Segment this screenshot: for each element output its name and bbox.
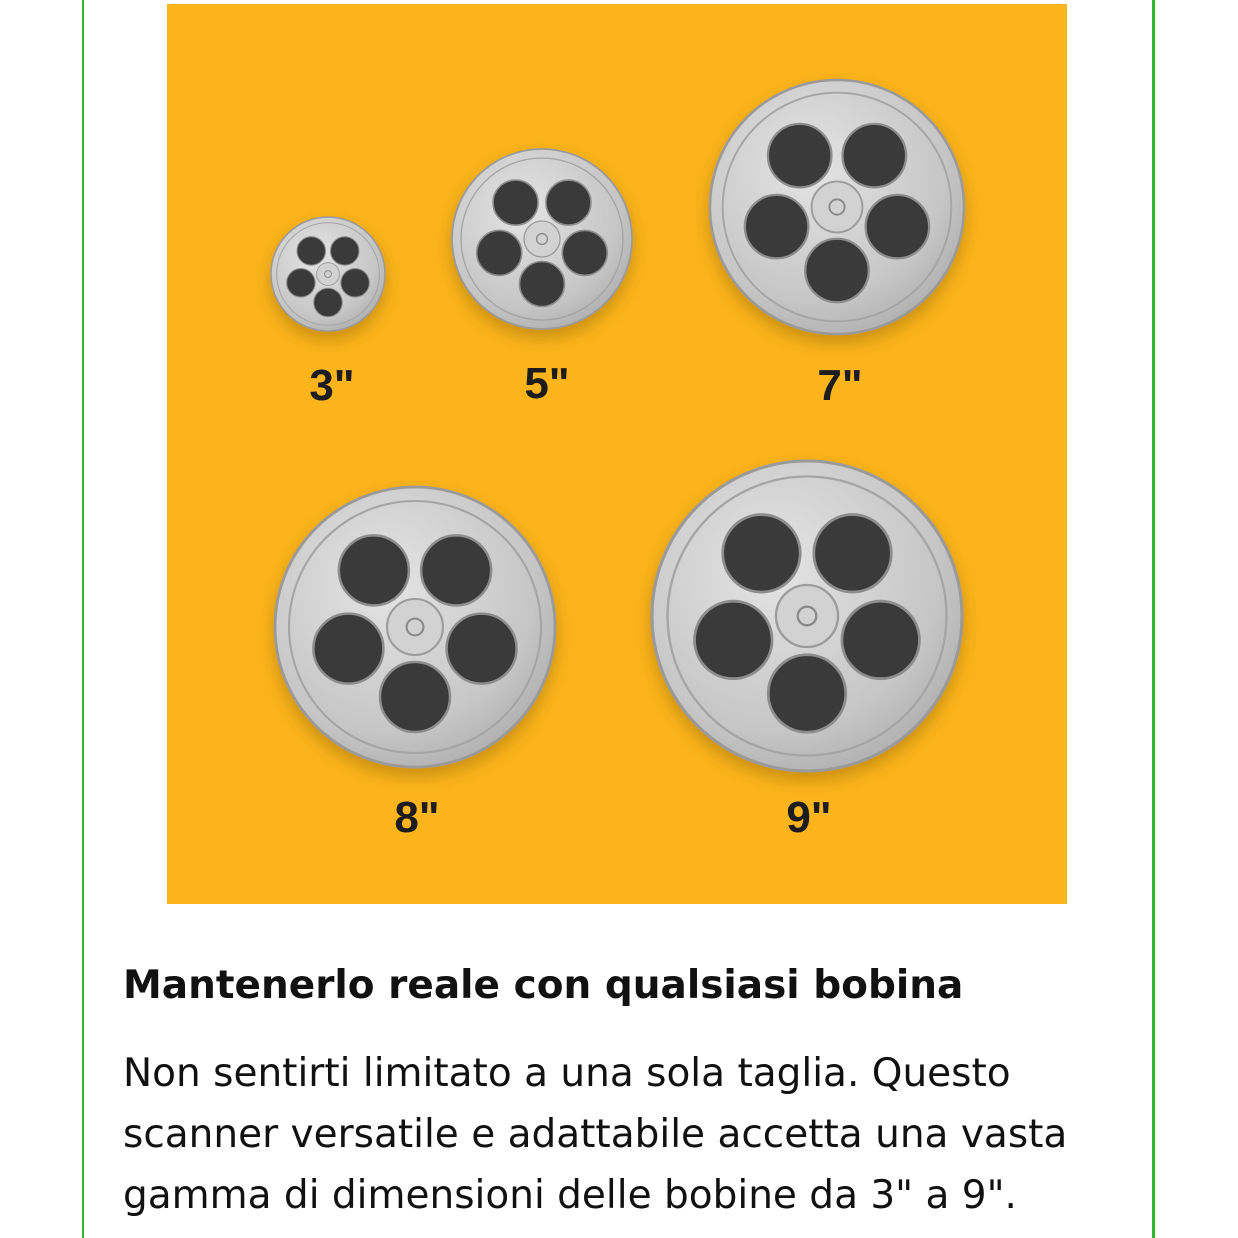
reel-hole [768, 655, 846, 733]
reel-size-label: 9" [786, 793, 832, 842]
reel-size-label: 5" [524, 359, 570, 408]
left-border-line [82, 0, 84, 1238]
reel-hole [814, 515, 892, 593]
reel-hole [843, 124, 907, 188]
reel-3-inch [271, 217, 385, 331]
reel-hole [562, 230, 607, 275]
reel-hub [776, 585, 838, 647]
reel-hole [723, 515, 801, 593]
feature-description: Non sentirti limitato a una sola taglia. Questo scanner versatile e adattabile accetta una vasta gamma di dimensioni delle bobine da 3" a 9". [123, 1051, 1068, 1218]
reel-hole [380, 662, 450, 732]
reel-hub [387, 599, 443, 655]
reel-7-inch [710, 80, 964, 334]
product-image-reel-sizes [167, 4, 1067, 904]
right-border-line [1152, 0, 1155, 1238]
reel-size-label: 8" [394, 793, 440, 842]
reel-hole [314, 288, 343, 317]
reel-9-inch [652, 461, 962, 771]
reel-hole [339, 535, 409, 605]
reel-hole [341, 269, 370, 298]
reel-hole [313, 614, 383, 684]
reel-hole [842, 601, 920, 679]
reel-hub [524, 221, 560, 257]
reel-5-inch [452, 149, 632, 329]
reel-size-label: 3" [309, 361, 355, 410]
reel-8-inch [275, 487, 555, 767]
reel-hole [520, 262, 565, 307]
reel-hole [297, 237, 326, 265]
reel-hole [866, 195, 930, 258]
reel-hole [287, 269, 316, 298]
reel-size-label: 7" [817, 361, 863, 410]
reel-hole [331, 237, 360, 265]
reel-sizes-illustration [167, 4, 1067, 904]
reel-hole [477, 230, 522, 275]
reel-hole [546, 180, 591, 225]
reel-hole [493, 180, 538, 225]
feature-heading: Mantenerlo reale con qualsiasi bobina [123, 963, 964, 1008]
reel-hub [317, 263, 340, 286]
reel-hole [695, 601, 773, 679]
reel-hole [805, 239, 869, 303]
reel-hole [768, 124, 832, 188]
reel-hole [745, 195, 809, 258]
reel-hub [812, 182, 863, 233]
reel-hole [421, 535, 491, 605]
reel-hole [447, 614, 517, 684]
